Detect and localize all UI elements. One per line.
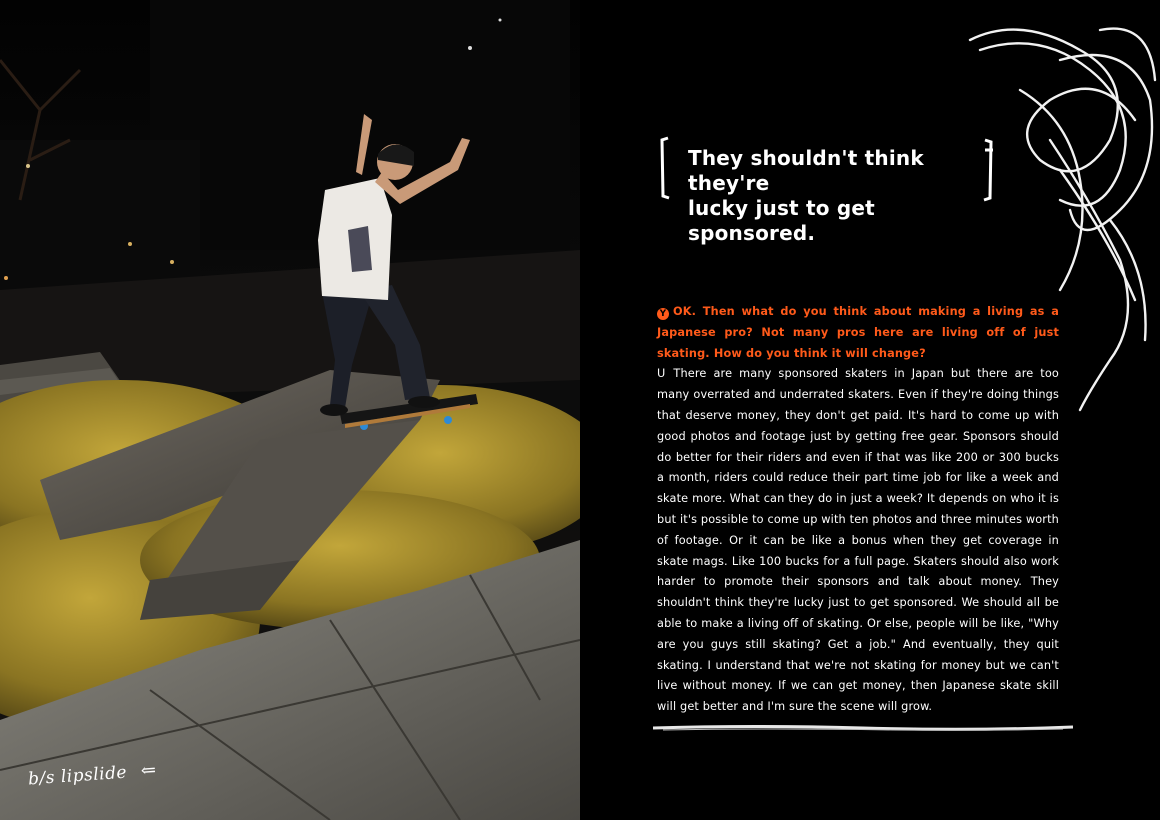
bracket-left-icon (658, 136, 672, 200)
brush-rule-divider (653, 724, 1073, 734)
question-icon: Y (657, 308, 669, 320)
answer-text: There are many sponsored skaters in Japan but there are too many overrated and underrated skaters. Even if they're doing things that deserve money, they don't get paid. It's hard to come up with good photos and footage just by getting free gear. Sponsors should do better for their riders and even if that was like 200 or 300 bucks a month, riders could reduce their part time job for like a week and skate more. What can they do in just a week? It depends on who it is but it's possible to come up with ten photos and three minutes worth of footage. Or it can be like a bonus when they get coverage in skate mags. Like 100 bucks for a full page. Skaters should also work harder to promote their sponsors and talk about money. They shouldn't think they're lucky just to get sponsored. We should all be able to make a living off of skating. Or else, people will be like, "Why are you guys still skating? Get a job." And eventually, they quit skating. I understand that we're not skating for money but we can't live without money. If we can get money, then Japanese skate skill will get better and I'm sure the scene will grow. (657, 367, 1059, 714)
answer-prefix: U (657, 367, 666, 381)
pull-quote (688, 146, 978, 246)
bracket-right-icon (982, 138, 996, 202)
caption-text: b/s lipslide (27, 762, 128, 790)
caption-arrow-icon: ⇐ (140, 759, 158, 782)
interview-page (580, 0, 1160, 820)
interview-question (657, 302, 1059, 364)
question-text: OK. Then what do you think about making a living as a Japanese pro? Not many pros here are living off of just skating. How do you think it will change? (657, 305, 1059, 360)
pull-quote-line-2: lucky just to get sponsored. (688, 196, 875, 245)
pull-quote-line-1: They shouldn't think they're (688, 146, 924, 195)
interview-answer (657, 364, 1059, 718)
interview-body (657, 302, 1059, 718)
